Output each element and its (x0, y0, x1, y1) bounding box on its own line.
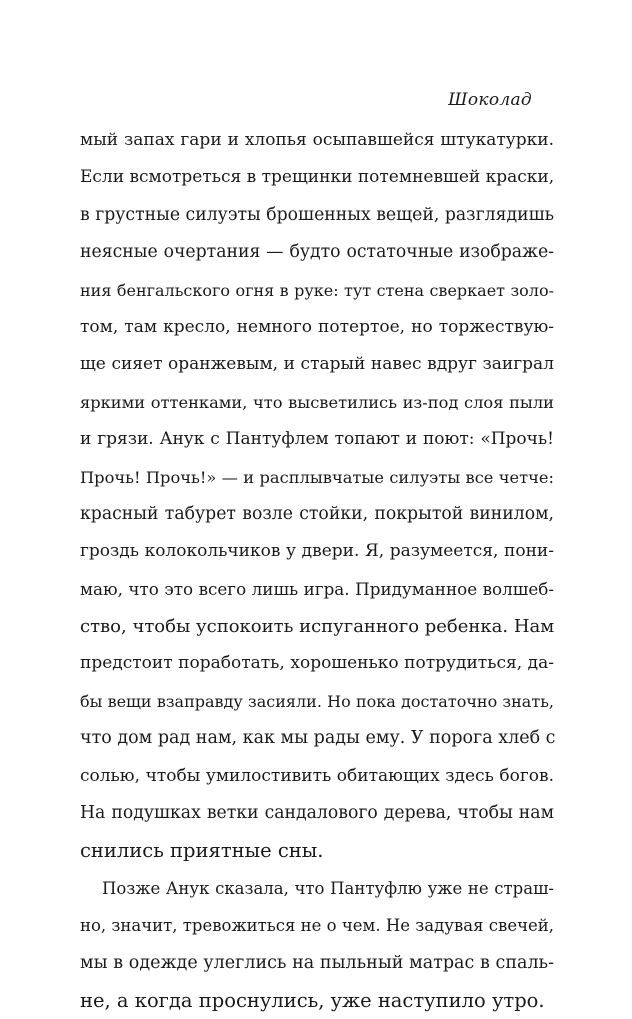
text-line: и грязи. Анук с Пантуфлем топают и поют: «Прочь! (80, 429, 554, 450)
text-line: мы в одежде улеглись на пыльный матрас в спаль- (80, 952, 554, 973)
text-line: что дом рад нам, как мы рады ему. У порога хлеб с (80, 728, 556, 749)
page-body-text (80, 122, 554, 1019)
text-line: Позже Анук сказала, что Пантуфлю уже не страш- (102, 878, 554, 898)
text-line: солью, чтобы умилостивить обитающих здесь богов. (80, 765, 554, 786)
text-line: ство, чтобы успокоить испуганного ребенка. Нам (80, 616, 555, 638)
text-line: гроздь колокольчиков у двери. Я, разумеется, пони- (80, 541, 554, 562)
running-header-title: Шоколад (448, 90, 532, 110)
paragraph-2 (80, 870, 554, 1019)
text-line: в грустные силуэты брошенных вещей, разглядишь (80, 204, 555, 225)
text-line: неясные очертания — будто остаточные изображе- (80, 242, 554, 263)
text-line: но, значит, тревожиться не о чем. Не задувая свечей, (80, 916, 554, 936)
text-line: маю, что это всего лишь игра. Придуманное волшеб- (80, 578, 554, 599)
text-line: мый запах гари и хлопья осыпавшейся штукатурки. (80, 130, 554, 150)
text-line: яркими оттенками, что высветились из-под слоя пыли (80, 392, 554, 412)
text-line: не, а когда проснулись, уже наступило утро. (80, 988, 545, 1012)
text-line: Если всмотреться в трещинки потемневшей краски, (80, 167, 555, 188)
text-line: ния бенгальского огня в руке: тут стена сверкает золо- (80, 280, 554, 300)
text-line: том, там кресло, немного потертое, но торжествую- (80, 316, 554, 337)
text-line: Прочь! Прочь!» — и расплывчатые силуэты все четче: (80, 467, 554, 487)
text-line: бы вещи взаправду засияли. Но пока достаточно знать, (80, 691, 554, 711)
text-line: На подушках ветки сандалового дерева, чтобы нам (80, 803, 554, 824)
text-line: ще сияет оранжевым, и старый навес вдруг заиграл (80, 354, 554, 375)
text-line: красный табурет возле стойки, покрытой винилом, (80, 503, 554, 524)
text-line: снились приятные сны. (80, 839, 324, 863)
text-line: предстоит поработать, хорошенько потрудиться, да- (80, 653, 554, 674)
paragraph-1 (80, 122, 554, 870)
